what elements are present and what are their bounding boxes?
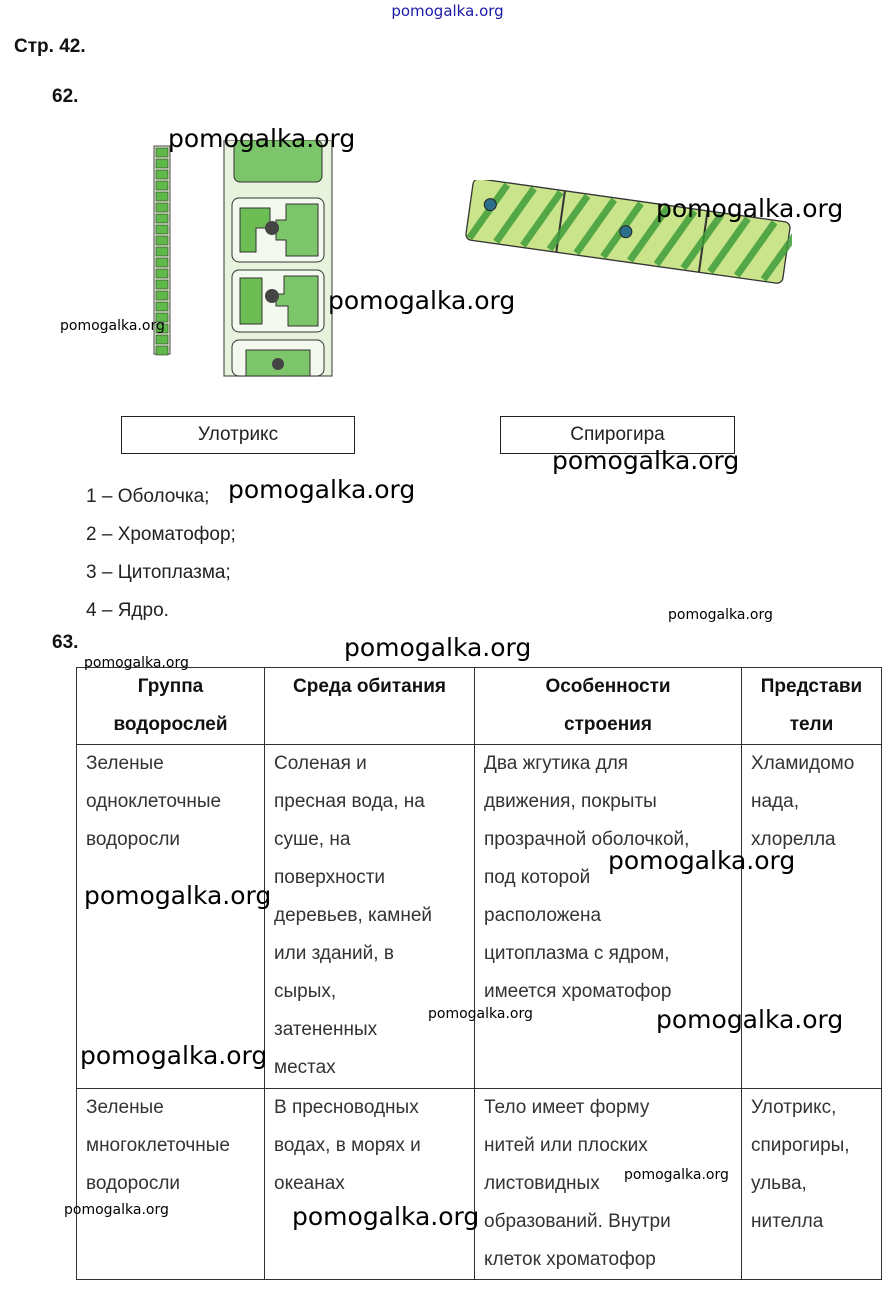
watermark: pomogalka.org <box>668 607 773 623</box>
ulothrix-thin-cell <box>156 269 168 278</box>
ulothrix-illustration <box>136 140 346 378</box>
ulothrix-thin-cell <box>156 346 168 355</box>
ulothrix-thin-cell <box>156 214 168 223</box>
cell-part-item: 3 – Цитоплазма; <box>86 562 231 583</box>
task-62-number: 62. <box>52 86 79 107</box>
ulothrix-enlarged-cells <box>224 140 332 376</box>
ulothrix-thin-cell <box>156 159 168 168</box>
header-representatives: Представи тели <box>742 668 882 745</box>
algae-table <box>76 667 882 1280</box>
watermark: pomogalka.org <box>624 1167 729 1183</box>
ulothrix-thin-cell <box>156 335 168 344</box>
ulothrix-thin-cell <box>156 280 168 289</box>
page-reference: Стр. 42. <box>14 36 86 57</box>
cell-parts-list <box>86 478 236 630</box>
watermark: pomogalka.org <box>328 286 516 315</box>
ulothrix-thin-cell <box>156 291 168 300</box>
watermark: pomogalka.org <box>84 881 272 910</box>
ulothrix-thin-cell <box>156 192 168 201</box>
ulothrix-thin-cell <box>156 258 168 267</box>
ulothrix-thin-cell <box>156 148 168 157</box>
cell-representatives: Улотрикс, спирогиры, ульва, нителла <box>742 1089 882 1280</box>
watermark: pomogalka.org <box>168 124 356 153</box>
watermark: pomogalka.org <box>608 846 796 875</box>
cell-structure: Два жгутика для движения, покрыты прозрачной оболочкой, под которой расположена цитоплазма с ядром, имеется хроматофор <box>475 745 742 1089</box>
label-spirogyra: Спирогира <box>500 416 735 454</box>
watermark: pomogalka.org <box>656 1005 844 1034</box>
table-header-row <box>77 668 882 745</box>
watermark: pomogalka.org <box>292 1202 480 1231</box>
label-ulothrix: Улотрикс <box>121 416 355 454</box>
watermark: pomogalka.org <box>656 194 844 223</box>
cell-structure: Тело имеет форму нитей или плоских листовидных образований. Внутри клеток хроматофор <box>475 1089 742 1280</box>
watermark: pomogalka.org <box>80 1041 268 1070</box>
ulothrix-thin-cell <box>156 236 168 245</box>
watermark: pomogalka.org <box>84 655 189 671</box>
watermark: pomogalka.org <box>344 633 532 662</box>
watermark: pomogalka.org <box>228 475 416 504</box>
cell-group: Зеленые одноклеточные водоросли <box>77 745 265 1089</box>
cell-part-item: 2 – Хроматофор; <box>86 524 236 545</box>
header-habitat: Среда обитания <box>265 668 475 745</box>
ulothrix-thin-cell <box>156 302 168 311</box>
cell-habitat: Соленая и пресная вода, на суше, на поверхности деревьев, камней или зданий, в сырых, затененных местах <box>265 745 475 1089</box>
ulothrix-thin-cell <box>156 203 168 212</box>
task-63-number: 63. <box>52 632 79 653</box>
watermark: pomogalka.org <box>552 446 740 475</box>
cell-part-item: 4 – Ядро. <box>86 600 169 621</box>
ulothrix-thin-cell <box>156 170 168 179</box>
table-row <box>77 1089 882 1280</box>
watermark: pomogalka.org <box>60 318 165 334</box>
header-algae-group: Группа водорослей <box>77 668 265 745</box>
ulothrix-thin-cell <box>156 181 168 190</box>
watermark: pomogalka.org <box>428 1006 533 1022</box>
ulothrix-thin-cell <box>156 225 168 234</box>
ulothrix-thin-cell <box>156 247 168 256</box>
cell-part-item: 1 – Оболочка; <box>86 486 210 507</box>
watermark: pomogalka.org <box>64 1202 169 1218</box>
table-row <box>77 745 882 1089</box>
cell-representatives: Хламидомо нада, хлорелла <box>742 745 882 1089</box>
cell-group: Зеленые многоклеточные водоросли <box>77 1089 265 1280</box>
cell-habitat: В пресноводных водах, в морях и океанах <box>265 1089 475 1280</box>
header-watermark: pomogalka.org <box>391 2 504 20</box>
header-structure: Особенности строения <box>475 668 742 745</box>
